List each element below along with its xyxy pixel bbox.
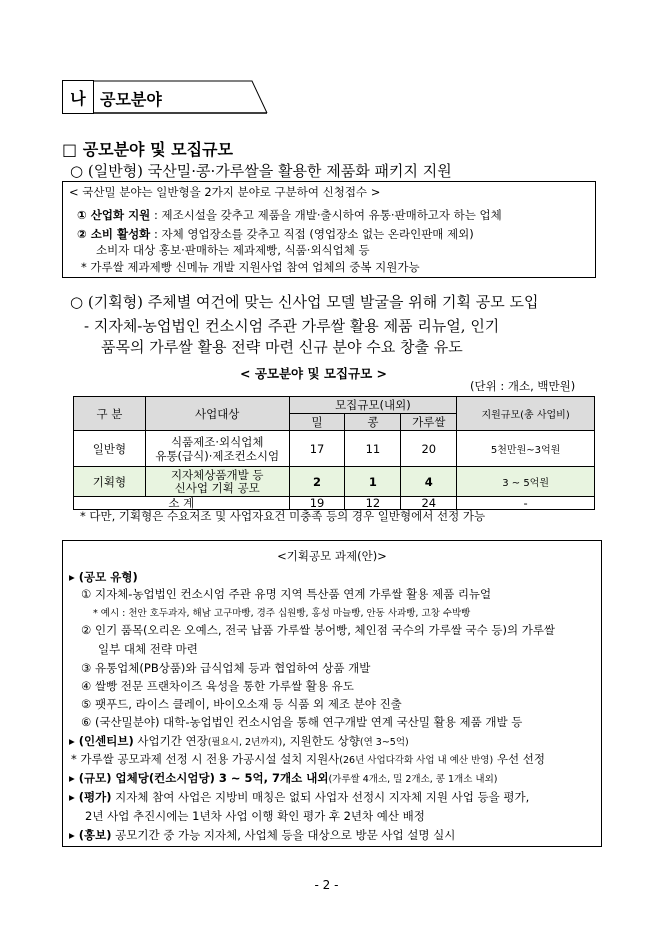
task-2b: 일부 대체 전략 마련 [98,642,198,656]
cell-type: 기획형 [74,467,146,497]
cell-support: - [457,497,595,510]
item1-label: ① 산업화 지원 [77,208,151,222]
th-scale: 모집규모(내외) [289,397,457,414]
task-1-note: * 예시 : 천안 호두과자, 해남 고구마빵, 경주 십원빵, 홍성 마늘빵, 안동 사과빵, 고창 수박빵 [93,608,471,619]
task-4: ④ 쌀빵 전문 프랜차이즈 육성을 통한 가루쌀 활용 유도 [81,679,354,693]
scale-label: ▸ (규모) 업체당(컨소시엄당) 3 ~ 5억, 7개소 내외 [69,771,329,785]
scale-small: (가루쌀 4개소, 밀 2개소, 콩 1개소 내외) [328,774,498,785]
eval-line [69,789,529,805]
box1-item2-cont: 소비자 대상 홍보·판매하는 제과제빵, 식품·외식업체 등 [96,243,370,257]
scale-line [69,770,497,786]
rice-note-small: (26년 사업다각화 사업 내 예산 반영) [339,755,494,766]
task-1: ① 지자체-농업법인 컨소시엄 주관 유명 지역 특산품 연계 가루쌀 활용 제품 리뉴얼 [81,587,492,601]
incentive-text: 사업기간 연장 [133,734,208,748]
table-unit: (단위 : 개소, 백만원) [470,379,576,393]
eval-label: ▸ (평가) [69,790,112,804]
cell-subtotal: 소 계 [74,497,290,510]
cell-rice: 24 [401,497,457,510]
box1-note: * 가루쌀 제과제빵 신메뉴 개발 지원사업 참여 업체의 중복 지원가능 [81,260,420,274]
section-header [62,80,268,114]
task-6: ⑥ (국산밀분야) 대학-농업법인 컨소시엄을 통해 연구개발 연계 국산밀 활용 제품 개발 등 [81,715,523,729]
rice-note [71,751,545,767]
promo-label: ▸ (홍보) [69,828,112,842]
cell-rice: 4 [401,467,457,497]
cell-type: 일반형 [74,431,146,467]
cell-target-line1: 식품제조·외식업체 [170,434,264,449]
item1-text: : 제조시설을 갖추고 제품을 개발·출시하여 유통·판매하고자 하는 업체 [150,208,502,222]
cell-wheat: 19 [289,497,345,510]
cell-target-line2: 신사업 기획 공모 [174,480,260,495]
recruit-table [73,396,595,510]
table-caption: < 공모분야 및 모집규모 > [240,366,388,381]
incentive-small1: (필요시, 2년까지) [207,737,283,748]
section-title: 공모분야 [100,90,162,109]
cell-target-line1: 지자체상품개발 등 [170,467,264,482]
cell-support: 5천만원~3억원 [457,431,595,467]
table-footnote: * 다만, 기획형은 수요저조 및 사업자요건 미충족 등의 경우 일반형에서 선정 가능 [80,509,486,523]
cell-wheat: 17 [289,431,345,467]
rice-note-a: * 가루쌀 공모과제 선정 시 전용 가공시설 설치 지원사 [71,752,340,766]
cell-soy: 11 [345,431,401,467]
th-support: 지원규모(총 사업비) [457,397,595,431]
section-number: 나 [62,80,94,114]
rice-note-b: 우선 선정 [493,752,545,766]
general-type-box [62,181,596,278]
th-wheat: 밀 [289,414,345,431]
promo-text: 공모기간 중 가능 지자체, 사업체 등을 대상으로 방문 사업 설명 실시 [111,828,456,842]
th-soy: 콩 [345,414,401,431]
cell-wheat: 2 [289,467,345,497]
task-3: ③ 유통업체(PB상품)와 급식업체 등과 협업하여 상품 개발 [81,661,371,675]
incentive-small2: (연 3~5억) [359,737,409,748]
th-target: 사업대상 [145,397,289,431]
cell-target [145,467,289,497]
types-label: ▸ (공모 유형) [69,570,138,584]
task-2a: ② 인기 품목(오리온 오예스, 전국 납품 가루쌀 붕어빵, 체인점 국수의 가루쌀 국수 등)의 가루쌀 [81,623,556,637]
incentive-line [69,733,409,749]
item2-text: : 자체 영업장소를 갖추고 직접 (영업장소 없는 온라인판매 제외) [150,227,474,241]
main-heading: □ 공모분야 및 모집규모 [62,140,233,159]
cell-rice: 20 [401,431,457,467]
promo-line [69,827,455,843]
page-number: - 2 - [314,878,339,892]
eval-cont: 2년 사업 추진시에는 1년차 사업 이행 확인 평가 후 2년차 예산 배정 [85,809,425,823]
box2-title: <기획공모 과제(안)> [277,549,387,563]
task-5: ⑤ 팻푸드, 라이스 클레이, 바이오소재 등 식품 외 제조 분야 진출 [81,697,402,711]
planning-sub1: - 지자체-농업법인 컨소시엄 주관 가루쌀 활용 제품 리뉴얼, 인기 [84,317,500,335]
planning-tasks-box [62,540,602,847]
cell-soy: 12 [345,497,401,510]
table-row [74,431,595,467]
item2-label: ② 소비 활성화 [77,227,151,241]
general-type-line: ○ (일반형) 국산밀·콩·가루쌀을 활용한 제품화 패키지 지원 [70,162,452,180]
cell-support: 3 ~ 5억원 [457,467,595,497]
th-type: 구 분 [74,397,146,431]
planning-sub2: 품목의 가루쌀 활용 전략 마련 신규 분야 수요 창출 유도 [101,338,463,356]
incentive-text2: , 지원한도 상향 [282,734,360,748]
box1-item1 [77,207,502,223]
planning-type-line: ○ (기획형) 주체별 여건에 맞는 신사업 모델 발굴을 위해 기획 공모 도입 [70,293,539,311]
incentive-label: ▸ (인센티브) [69,734,134,748]
cell-soy: 1 [345,467,401,497]
box1-title: < 국산밀 분야는 일반형을 2가지 분야로 구분하여 신청접수 > [69,185,381,199]
th-rice: 가루쌀 [401,414,457,431]
cell-target [145,431,289,467]
box1-item2 [77,226,474,242]
cell-target-line2: 유통(급식)·제조컨소시엄 [155,448,280,463]
eval-text: 지자체 참여 사업은 지방비 매칭은 없되 사업자 선정시 지자체 지원 사업 등을 평가, [111,790,530,804]
table-row [74,467,595,497]
